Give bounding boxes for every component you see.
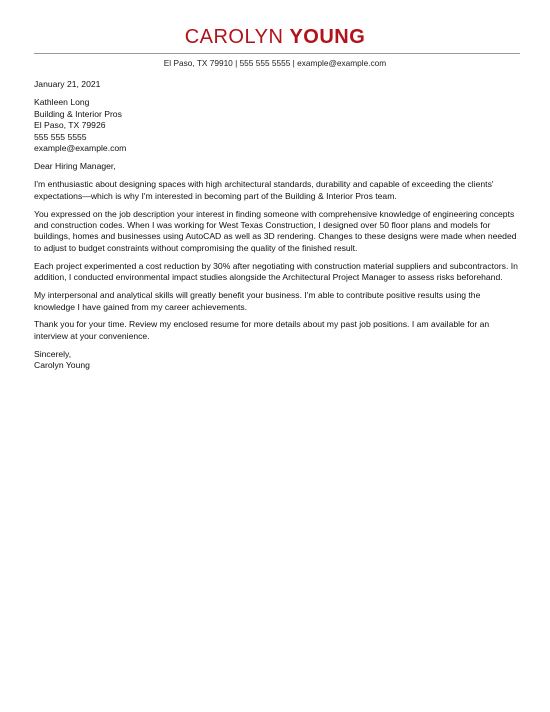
paragraph-intro: I'm enthusiastic about designing spaces with high architectural standards, durability and capable of exceeding the clients' expectations—which is why I'm interested in becoming part of the Building & Interior Pros team. bbox=[34, 179, 494, 201]
recipient-email: example@example.com bbox=[34, 143, 127, 154]
recipient-phone: 555 555 5555 bbox=[34, 131, 87, 142]
signature: Carolyn Young bbox=[34, 360, 90, 371]
paragraph-closing: Thank you for your time. Review my enclosed resume for more details about my past job positions. I am available for an interview at your convenience. bbox=[34, 319, 490, 341]
paragraph-skills: My interpersonal and analytical skills will greatly benefit your business. I'm able to contribute positive results using the knowledge I have gained from my career achievements. bbox=[34, 290, 481, 312]
salutation: Dear Hiring Manager, bbox=[34, 161, 116, 172]
recipient-city: El Paso, TX 79926 bbox=[34, 120, 106, 131]
closing: Sincerely, bbox=[34, 348, 72, 359]
recipient-name: Kathleen Long bbox=[34, 97, 90, 108]
paragraph-experience: You expressed on the job description your interest in finding someone with comprehensive knowledge of engineering concepts and construction codes. When I was working for West Texas Construction, I designed over 50 floor plans and models for buildings, homes and businesses using AutoCAD as well as 3D rendering. Changes to these designs were made when needed to adjust to budget constraints without compromising the quality of the finished result. bbox=[34, 208, 517, 253]
contact-line: El Paso, TX 79910 | 555 555 5555 | example@example.com bbox=[163, 58, 387, 68]
recipient-address bbox=[34, 97, 520, 154]
header-divider bbox=[34, 53, 520, 54]
paragraph-achievements: Each project experimented a cost reduction by 30% after negotiating with construction material suppliers and subcontractors. In addition, I conducted environmental impact studies alongside the Architectural Project Manager to assess risks beforehand. bbox=[34, 260, 518, 283]
sign-off bbox=[34, 349, 520, 372]
last-name: YOUNG bbox=[289, 26, 366, 48]
letter-body bbox=[34, 79, 520, 378]
applicant-name bbox=[0, 24, 550, 50]
first-name: CAROLYN bbox=[184, 26, 284, 48]
recipient-company: Building & Interior Pros bbox=[34, 108, 122, 119]
letter-date: January 21, 2021 bbox=[34, 79, 101, 89]
